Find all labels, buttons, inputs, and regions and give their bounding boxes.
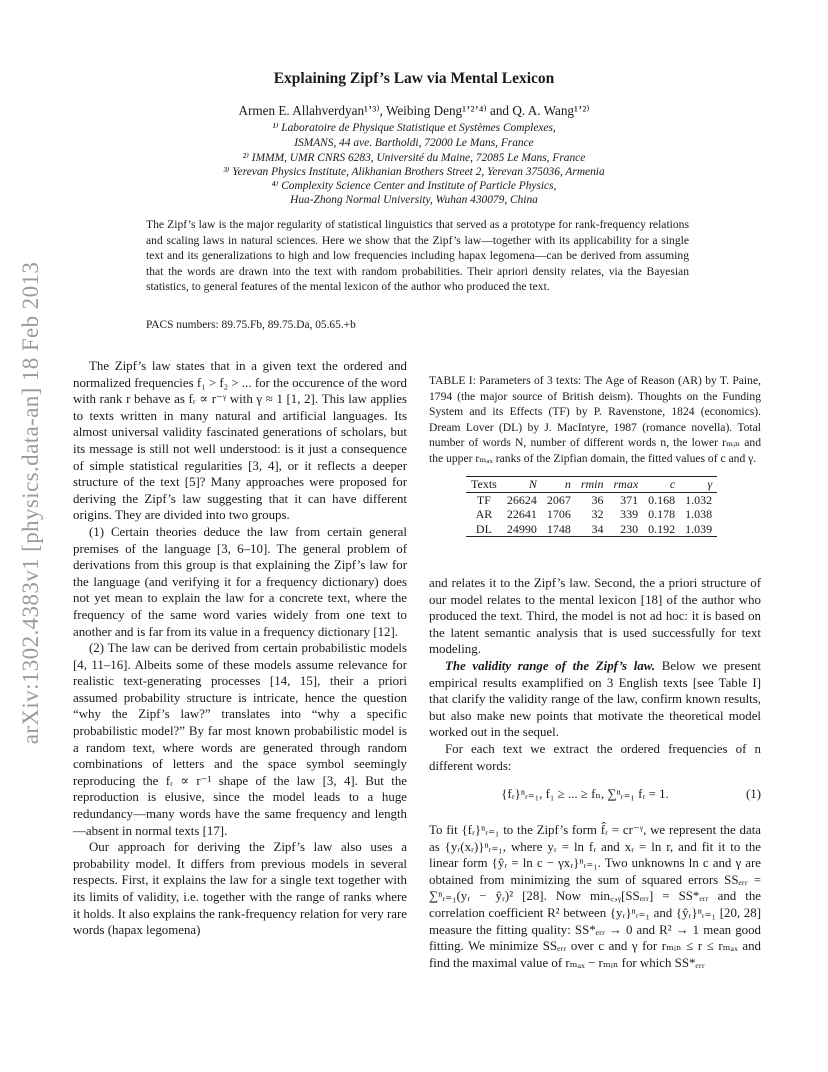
table-cell: 0.192: [648, 521, 676, 536]
pacs-numbers: PACS numbers: 89.75.Fb, 89.75.Da, 05.65.+b: [146, 319, 356, 331]
table-cell: 32: [591, 507, 604, 521]
table-cell: 1.039: [685, 521, 713, 536]
arxiv-identifier: arXiv:1302.4383v1 [physics.data-an] 18 Feb 2013: [18, 261, 43, 744]
table-header: N: [528, 477, 537, 491]
table-cell: 0.178: [648, 507, 676, 521]
validity-text: Below we present empirical results examplified on 3 English texts [see Table I] that clarify the validity range of the law, confirm known results, but also make new points that motivate the theoretical model worked out in the sequel.: [429, 658, 761, 740]
table-header: rmax: [613, 477, 639, 491]
continuation-paragraph: and relates it to the Zipf’s law. Second, the a priori structure of our model relates to the mental lexicon [18] of the author who produced the text. Third, the model is not ad hoc: it is based on the latent semantic analysis that is used successfully for text modeling.: [429, 576, 761, 657]
affiliation-4: ⁴⁾ Complexity Science Center and Institute of Particle Physics,: [271, 180, 557, 192]
parameters-table-wrapper: [466, 476, 717, 537]
table-row: [466, 522, 717, 537]
table-cell: 1.032: [685, 492, 713, 507]
group-2-paragraph: (2) The law can be derived from certain probabilistic models [4, 11–16]. Albeits some of these models assume relevance for realistic text-generating processes [14, 15], their a priori assumed probability structure is intricate, hence the question “why the Zipf’s law?” translates into “why a specific probabilistic model?” By far most known probabilistic model is a random text, where words are generated through random combinations of letters and the space symbol seemingly reproducing the fᵣ ∝ r⁻¹ shape of the law [3, 4]. But the reproduction is elusive, since the model leads to a huge redundancy—many words have the same frequency and length—absent in normal texts [17].: [73, 641, 407, 838]
fit-paragraph: To fit {fᵣ}ⁿᵣ₌₁ to the Zipf’s form f̂ᵣ = cr⁻ᵞ, we represent the data as {yᵣ(xᵣ)}ⁿᵣ₌₁, where yᵣ = ln fᵣ and xᵣ = ln r, and fit it to the linear form {ŷᵣ = ln c − γxᵣ}ⁿᵣ₌₁. Two unknowns ln c and γ are obtained from minimizing the sum of squared errors SSₑᵣᵣ = ∑ⁿᵣ₌₁(yᵣ − ŷᵣ)² [28]. Now min꜀,ᵧ[SSₑᵣᵣ] = SS*ₑᵣᵣ and the correlation coefficient R² between {yᵣ}ⁿᵣ₌₁ and {ŷᵣ}ⁿᵣ₌₁ [20, 28] measure the fitting quality: SS*ₑᵣᵣ → 0 and R² → 1 mean good fitting. We minimize SSₑᵣᵣ over c and γ for rₘᵢₙ ≤ r ≤ rₘₐₓ and find the maximal value of rₘₐₓ − rₘᵢₙ for which SS*ₑᵣᵣ: [429, 823, 761, 970]
table-header: rmin: [580, 477, 604, 491]
table-header: c: [669, 477, 676, 491]
table-cell: 1748: [546, 521, 571, 536]
paper-title: Explaining Zipf’s Law via Mental Lexicon: [273, 70, 555, 87]
table-cell: 1706: [546, 507, 571, 521]
table-row: [466, 507, 717, 522]
table-cell: 34: [591, 521, 604, 536]
table-cell: 2067: [546, 492, 571, 507]
table-cell: 371: [620, 492, 639, 507]
table-cell: 22641: [506, 507, 537, 521]
equation-1: [429, 786, 761, 803]
table-cell: 339: [620, 507, 639, 521]
table-row: [466, 492, 717, 507]
table-cell: 36: [591, 492, 604, 507]
table-cell: 1.038: [685, 507, 713, 521]
left-column: [73, 358, 407, 939]
table-header: Texts: [471, 477, 497, 491]
table-cell: DL: [475, 521, 492, 536]
affiliation-1: ¹⁾ Laboratoire de Physique Statistique et Systèmes Complexes,: [272, 122, 556, 134]
table-header: γ: [707, 477, 713, 491]
extract-paragraph: For each text we extract the ordered frequencies of n different words:: [429, 741, 761, 773]
table-caption: TABLE I: Parameters of 3 texts: The Age of Reason (AR) by T. Paine, 1794 (the major source of British deism). Thoughts on the Funding System and its Effects (TF) by P. Ravenstone, 1824 (economics). Dream Lover (DL) by J. MacIntyre, 1987 (romance novella). Total number of words N, number of different words n, the lower rₘᵢₙ and the upper rₘₐₓ ranks of the Zipfian domain, the fitted values of c and γ.: [429, 374, 761, 465]
fit-paragraph-block: [429, 822, 761, 971]
validity-paragraph: [429, 658, 761, 741]
affiliation-3: ³⁾ Yerevan Physics Institute, Alikhanian Brothers Street 2, Yerevan 375036, Armenia: [223, 166, 605, 178]
intro-paragraph: The Zipf’s law states that in a given text the ordered and normalized frequencies f₁ > f₂ > ... for the occurence of the word with rank r behave as fᵣ ∝ r⁻ᵞ with γ ≈ 1 [1, 2]. This law applies to texts written in many natural and artificial languages. Its almost universal validity fascinated generations of scholars, but its message is still not well understood: is it just a consequence of simple statistical regularities [3, 4], or it reflects a deeper structure of the text [5]? Many approaches were proposed for deriving the Zipf’s law suggesting that it can have different origins. They are divided into two groups.: [73, 359, 407, 523]
section-heading: The validity range of the Zipf’s law.: [445, 658, 656, 673]
affiliation-1-address: ISMANS, 44 ave. Bartholdi, 72000 Le Mans, France: [294, 137, 534, 149]
affiliation-2: ²⁾ IMMM, UMR CNRS 6283, Université du Maine, 72085 Le Mans, France: [242, 152, 586, 164]
approach-paragraph: Our approach for deriving the Zipf’s law also uses a probability model. It differs from previous models in several respects. First, it explains the law for a single text together with its limits of validity, i.e. together with the range of ranks where it holds. It also explains the rank-frequency relation for very rare words (hapax legomena): [73, 840, 407, 938]
equation-number: (1): [745, 787, 761, 801]
table-cell: AR: [475, 507, 493, 521]
table-cell: 26624: [506, 492, 537, 507]
right-column-body: [429, 575, 761, 774]
parameters-table: [466, 476, 717, 537]
table-header: n: [564, 477, 571, 491]
equation-body: {fᵣ}ⁿᵣ₌₁, f₁ ≥ ... ≥ fₙ, ∑ⁿᵣ₌₁ fᵣ = 1.: [501, 787, 669, 801]
arxiv-watermark: [20, 225, 42, 780]
table-cell: 0.168: [648, 492, 676, 507]
table-header-row: [466, 477, 717, 493]
author-list: Armen E. Allahverdyan¹ʼ³⁾, Weibing Deng¹ʼ²ʼ⁴⁾ and Q. A. Wang¹ʼ²⁾: [238, 103, 590, 118]
table-cell: 230: [620, 521, 639, 536]
affiliation-4-address: Hua-Zhong Normal University, Wuhan 430079, China: [290, 194, 538, 206]
table-cell: 24990: [506, 521, 537, 536]
abstract: The Zipf’s law is the major regularity of statistical linguistics that served as a prototype for rank-frequency relations and scaling laws in natural sciences. Here we show that the Zipf’s law—together with its applicability for a single text and its generalizations to high and low frequencies including hapax legomena—can be derived from assuming that the words are drawn into the text with random probabilities. Their apriori density relates, via the Bayesian statistics, to general features of the mental lexicon of the author who produced the text.: [146, 218, 689, 293]
group-1-paragraph: (1) Certain theories deduce the law from certain general premises of the language [3, 6–10]. The general problem of derivations from this group is that explaining the Zipf’s law for the language (and verifying it for a frequency dictionary) does not yet mean to explain the law for a concrete text, where the frequency of the same word varies widely from one text to another and is far from its value in a frequency dictionary [12].: [73, 524, 407, 639]
table-cell: TF: [476, 492, 491, 507]
